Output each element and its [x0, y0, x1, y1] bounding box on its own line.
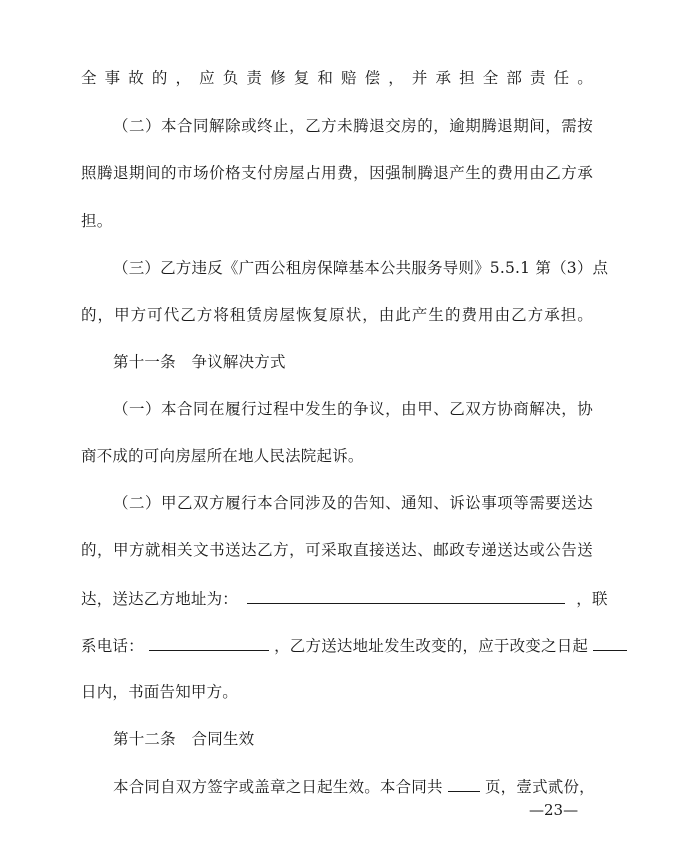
phone-line [81, 635, 593, 656]
last-line [113, 776, 593, 797]
page-number: —23— [529, 801, 579, 819]
days-blank [593, 635, 627, 651]
phone-label: 系电话： [81, 637, 144, 655]
paragraph-line: （二）本合同解除或终止，乙方未腾退交房的，逾期腾退期间，需按 [113, 117, 593, 135]
paragraph-line: 商不成的可向房屋所在地人民法院起诉。 [81, 447, 364, 465]
address-label: 达，送达乙方地址为： [81, 590, 239, 608]
paragraph-line: （三）乙方违反《广西公租房保障基本公共服务导则》5.5.1 第（3）点 [113, 259, 609, 277]
paragraph-line: 的，甲方可代乙方将租赁房屋恢复原状，由此产生的费用由乙方承担。 [81, 306, 593, 324]
paragraph-line: 全事故的，应负责修复和赔偿，并承担全部责任。 [81, 69, 593, 87]
address-suffix: ，联 [576, 590, 608, 608]
phone-middle: ，乙方送达地址发生改变的，应于改变之日起 [274, 637, 589, 655]
paragraph-line: 日内，书面告知甲方。 [81, 683, 239, 701]
phone-blank [149, 635, 269, 651]
pages-label: 本合同自双方签字或盖章之日起生效。本合同共 [113, 778, 443, 796]
pages-blank [448, 776, 480, 792]
paragraph-line: （二）甲乙双方履行本合同涉及的告知、通知、诉讼事项等需要送达 [113, 494, 593, 512]
section-heading: 第十二条 合同生效 [113, 730, 255, 748]
address-line [81, 588, 608, 609]
paragraph-line: 担。 [81, 212, 113, 230]
section-heading: 第十一条 争议解决方式 [113, 353, 286, 371]
paragraph-line: 照腾退期间的市场价格支付房屋占用费，因强制腾退产生的费用由乙方承 [81, 164, 593, 182]
address-blank [247, 588, 565, 604]
copies-text: 页，壹式贰份， [484, 778, 595, 796]
paragraph-line: （一）本合同在履行过程中发生的争议，由甲、乙双方协商解决，协 [113, 400, 593, 418]
paragraph-line: 的，甲方就相关文书送达乙方，可采取直接送达、邮政专递送达或公告送 [81, 541, 593, 559]
